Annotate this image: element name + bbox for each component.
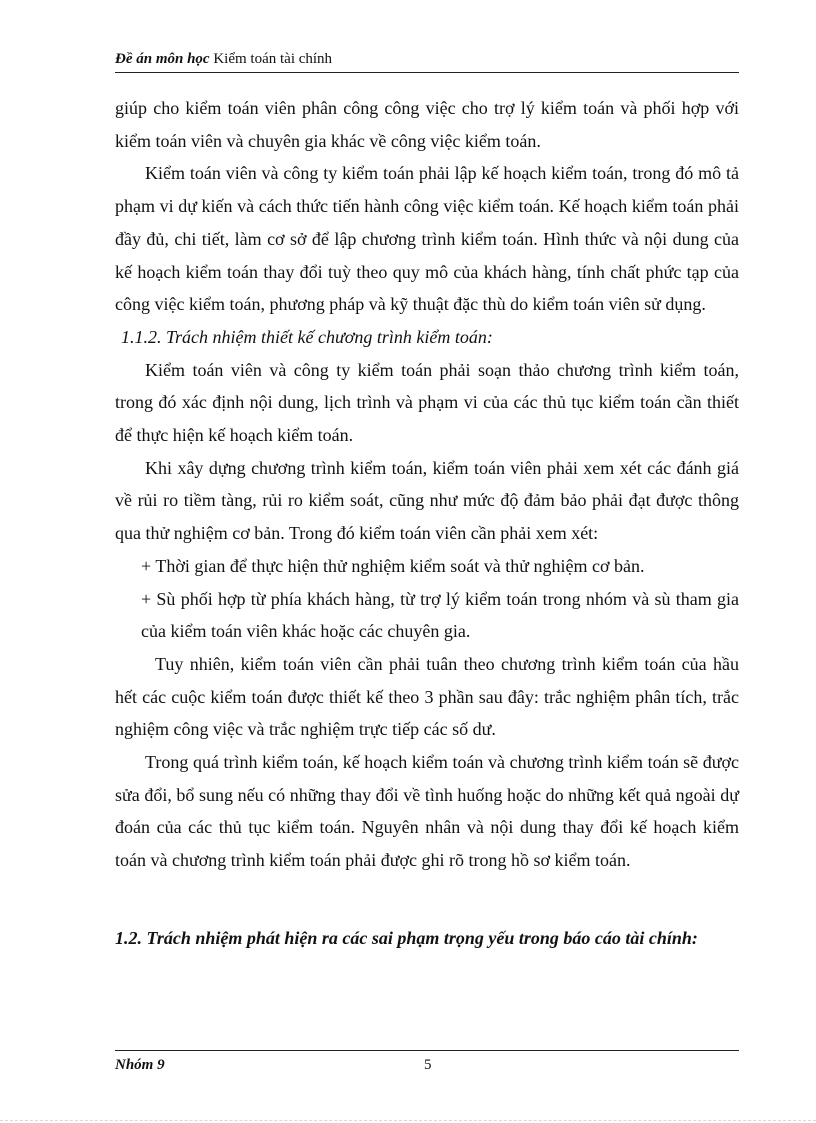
paragraph-risk-assessment: Khi xây dựng chương trình kiểm toán, kiểm toán viên phải xem xét các đánh giá về rủi ro tiềm tàng, rủi ro kiểm soát, cũng như mức độ đảm bảo phải đạt được thông qua thử nghiệm cơ bản. Trong đó kiểm toán viên cần phải xem xét: xyxy=(115,457,739,544)
section-heading: 1.2. Trách nhiệm phát hiện ra các sai phạm trọng yếu trong báo cáo tài chính: xyxy=(115,928,698,948)
footer-group-label: Nhóm 9 xyxy=(115,1057,165,1073)
footer-divider xyxy=(115,1050,739,1051)
paragraph-audit-program: Kiểm toán viên và công ty kiểm toán phải soạn thảo chương trình kiểm toán, trong đó xác định nội dung, lịch trình và phạm vi của các thủ tục kiểm toán cần thiết để thực hiện kế hoạch kiểm toán. xyxy=(115,359,739,446)
page-header xyxy=(115,50,739,73)
paragraph-program-parts: Tuy nhiên, kiểm toán viên cần phải tuân theo chương trình kiểm toán của hầu hết các cuộc kiểm toán được thiết kế theo 3 phần sau đây: trắc nghiệm phân tích, trắc nghiệm công việc và trắc nghiệm trực tiếp các số dư. xyxy=(115,653,739,740)
header-subject: Kiểm toán tài chính xyxy=(209,51,333,67)
bullet-item: + Thời gian để thực hiện thử nghiệm kiểm soát và thử nghiệm cơ bản. xyxy=(141,555,645,576)
paragraph-continuation: giúp cho kiểm toán viên phân công công việc cho trợ lý kiểm toán và phối hợp với kiểm toán viên và chuyên gia khác về công việc kiểm toán. xyxy=(115,98,739,151)
page-number: 5 xyxy=(424,1057,432,1073)
paragraph-revisions: Trong quá trình kiểm toán, kế hoạch kiểm toán và chương trình kiểm toán sẽ được sửa đổi, bổ sung nếu có những thay đổi về tình huống hoặc do những kết quả ngoài dự đoán của các thủ tục kiểm toán. Nguyên nhân và nội dung thay đổi kế hoạch kiểm toán và chương trình kiểm toán phải được ghi rõ trong hồ sơ kiểm toán. xyxy=(115,752,739,871)
subsection-heading: 1.1.2. Trách nhiệm thiết kế chương trình kiểm toán: xyxy=(121,326,493,347)
header-course-label: Đề án môn học xyxy=(115,51,210,67)
bullet-item: + Sù phối hợp từ phía khách hàng, từ trợ lý kiểm toán trong nhóm và sù tham gia của kiểm toán viên khác hoặc các chuyên gia. xyxy=(141,588,739,642)
page-bottom-edge xyxy=(0,1120,816,1121)
paragraph-audit-plan: Kiểm toán viên và công ty kiểm toán phải lập kế hoạch kiểm toán, trong đó mô tả phạm vi dự kiến và cách thức tiến hành công việc kiểm toán. Kế hoạch kiểm toán phải đầy đủ, chi tiết, làm cơ sở để lập chương trình kiểm toán. Hình thức và nội dung của kế hoạch kiểm toán thay đổi tuỳ theo quy mô của khách hàng, tính chất phức tạp của công việc kiểm toán, phương pháp và kỹ thuật đặc thù do kiểm toán viên sử dụng. xyxy=(115,163,739,315)
document-body xyxy=(115,92,739,877)
